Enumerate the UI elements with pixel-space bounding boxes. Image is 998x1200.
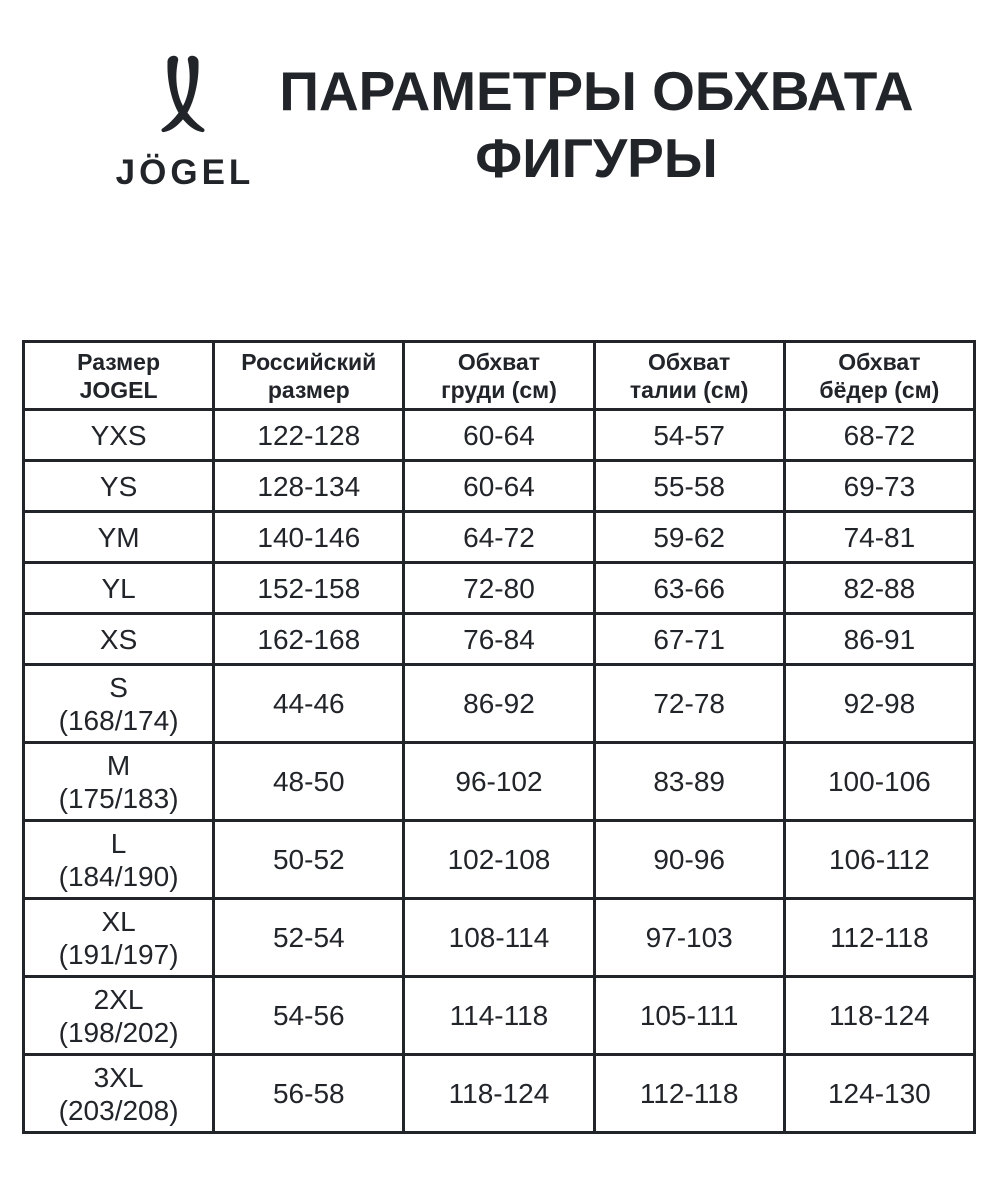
size-label: L	[110, 827, 127, 859]
cell-russian-size: 128-134	[214, 461, 404, 512]
size-table-body	[24, 410, 975, 1133]
cell-hips: 92-98	[784, 665, 974, 743]
table-row	[24, 512, 975, 563]
cell-hips: 112-118	[784, 899, 974, 977]
cell-chest: 118-124	[404, 1055, 594, 1133]
cell-russian-size: 162-168	[214, 614, 404, 665]
cell-russian-size: 50-52	[214, 821, 404, 899]
header-chest-line2: груди (см)	[441, 376, 557, 403]
header-russian-size-line2: размер	[267, 376, 350, 403]
size-height-range: (168/174)	[58, 704, 179, 736]
cell-waist: 112-118	[594, 1055, 784, 1133]
table-row	[24, 977, 975, 1055]
cell-russian-size: 152-158	[214, 563, 404, 614]
size-label: S	[109, 671, 128, 703]
size-table-header	[24, 342, 975, 410]
table-row	[24, 821, 975, 899]
cell-size	[24, 563, 214, 614]
cell-russian-size: 48-50	[214, 743, 404, 821]
size-label: YM	[97, 521, 140, 553]
header-hips	[784, 342, 974, 410]
table-row	[24, 410, 975, 461]
cell-chest: 108-114	[404, 899, 594, 977]
cell-chest: 60-64	[404, 410, 594, 461]
size-label: 3XL	[93, 1061, 144, 1093]
cell-size	[24, 899, 214, 977]
cell-chest: 86-92	[404, 665, 594, 743]
header-size-jogel-line2: JOGEL	[79, 376, 158, 403]
table-row	[24, 614, 975, 665]
page-title-line2: ФИГУРЫ	[475, 127, 718, 189]
cell-waist: 59-62	[594, 512, 784, 563]
cell-chest: 72-80	[404, 563, 594, 614]
table-row	[24, 461, 975, 512]
header-waist-line2: талии (см)	[629, 376, 749, 403]
cell-waist: 90-96	[594, 821, 784, 899]
cell-size	[24, 614, 214, 665]
cell-waist: 63-66	[594, 563, 784, 614]
cell-hips: 118-124	[784, 977, 974, 1055]
cell-hips: 86-91	[784, 614, 974, 665]
cell-waist: 72-78	[594, 665, 784, 743]
cell-chest: 60-64	[404, 461, 594, 512]
cell-hips: 106-112	[784, 821, 974, 899]
header-chest-line1: Обхват	[457, 348, 541, 375]
cell-size	[24, 512, 214, 563]
header-russian-size	[214, 342, 404, 410]
header-hips-line2: бёдер (см)	[819, 376, 940, 403]
size-label: YS	[99, 470, 138, 502]
size-table	[22, 340, 976, 1134]
cell-chest: 102-108	[404, 821, 594, 899]
cell-waist: 67-71	[594, 614, 784, 665]
size-label: YXS	[90, 419, 147, 451]
cell-russian-size: 52-54	[214, 899, 404, 977]
header-russian-size-line1: Российский	[241, 348, 377, 375]
table-row	[24, 563, 975, 614]
cell-russian-size: 122-128	[214, 410, 404, 461]
cell-hips: 124-130	[784, 1055, 974, 1133]
cell-russian-size: 44-46	[214, 665, 404, 743]
size-label: M	[106, 749, 131, 781]
header-row	[24, 342, 975, 410]
cell-hips: 69-73	[784, 461, 974, 512]
table-row	[24, 665, 975, 743]
header-waist-line1: Обхват	[648, 348, 731, 375]
cell-chest: 96-102	[404, 743, 594, 821]
cell-chest: 64-72	[404, 512, 594, 563]
header-size-jogel-line1: Размер	[77, 348, 160, 375]
size-label: XS	[99, 623, 138, 655]
cell-size	[24, 461, 214, 512]
cell-hips: 74-81	[784, 512, 974, 563]
cell-waist: 54-57	[594, 410, 784, 461]
size-height-range: (191/197)	[58, 938, 179, 970]
header-chest	[404, 342, 594, 410]
page-title	[195, 58, 998, 192]
cell-chest: 76-84	[404, 614, 594, 665]
cell-size	[24, 743, 214, 821]
cell-waist: 55-58	[594, 461, 784, 512]
cell-russian-size: 56-58	[214, 1055, 404, 1133]
size-label: 2XL	[93, 983, 144, 1015]
header-waist	[594, 342, 784, 410]
cell-russian-size: 54-56	[214, 977, 404, 1055]
table-row	[24, 743, 975, 821]
jogel-wordmark: JÖGEL	[115, 153, 255, 192]
cell-chest: 114-118	[404, 977, 594, 1055]
page-title-line1: ПАРАМЕТРЫ ОБХВАТА	[279, 60, 914, 122]
table-row	[24, 899, 975, 977]
header-size-jogel	[24, 342, 214, 410]
cell-size	[24, 977, 214, 1055]
cell-waist: 105-111	[594, 977, 784, 1055]
cell-hips: 82-88	[784, 563, 974, 614]
cell-hips: 100-106	[784, 743, 974, 821]
table-row	[24, 1055, 975, 1133]
size-height-range: (203/208)	[58, 1094, 179, 1126]
cell-size	[24, 665, 214, 743]
size-height-range: (175/183)	[58, 782, 179, 814]
cell-waist: 83-89	[594, 743, 784, 821]
size-height-range: (198/202)	[58, 1016, 179, 1048]
cell-size	[24, 410, 214, 461]
size-label: YL	[101, 572, 136, 604]
size-label: XL	[101, 905, 136, 937]
cell-russian-size: 140-146	[214, 512, 404, 563]
cell-size	[24, 821, 214, 899]
cell-hips: 68-72	[784, 410, 974, 461]
cell-waist: 97-103	[594, 899, 784, 977]
header-hips-line1: Обхват	[838, 348, 921, 375]
size-height-range: (184/190)	[58, 860, 179, 892]
cell-size	[24, 1055, 214, 1133]
